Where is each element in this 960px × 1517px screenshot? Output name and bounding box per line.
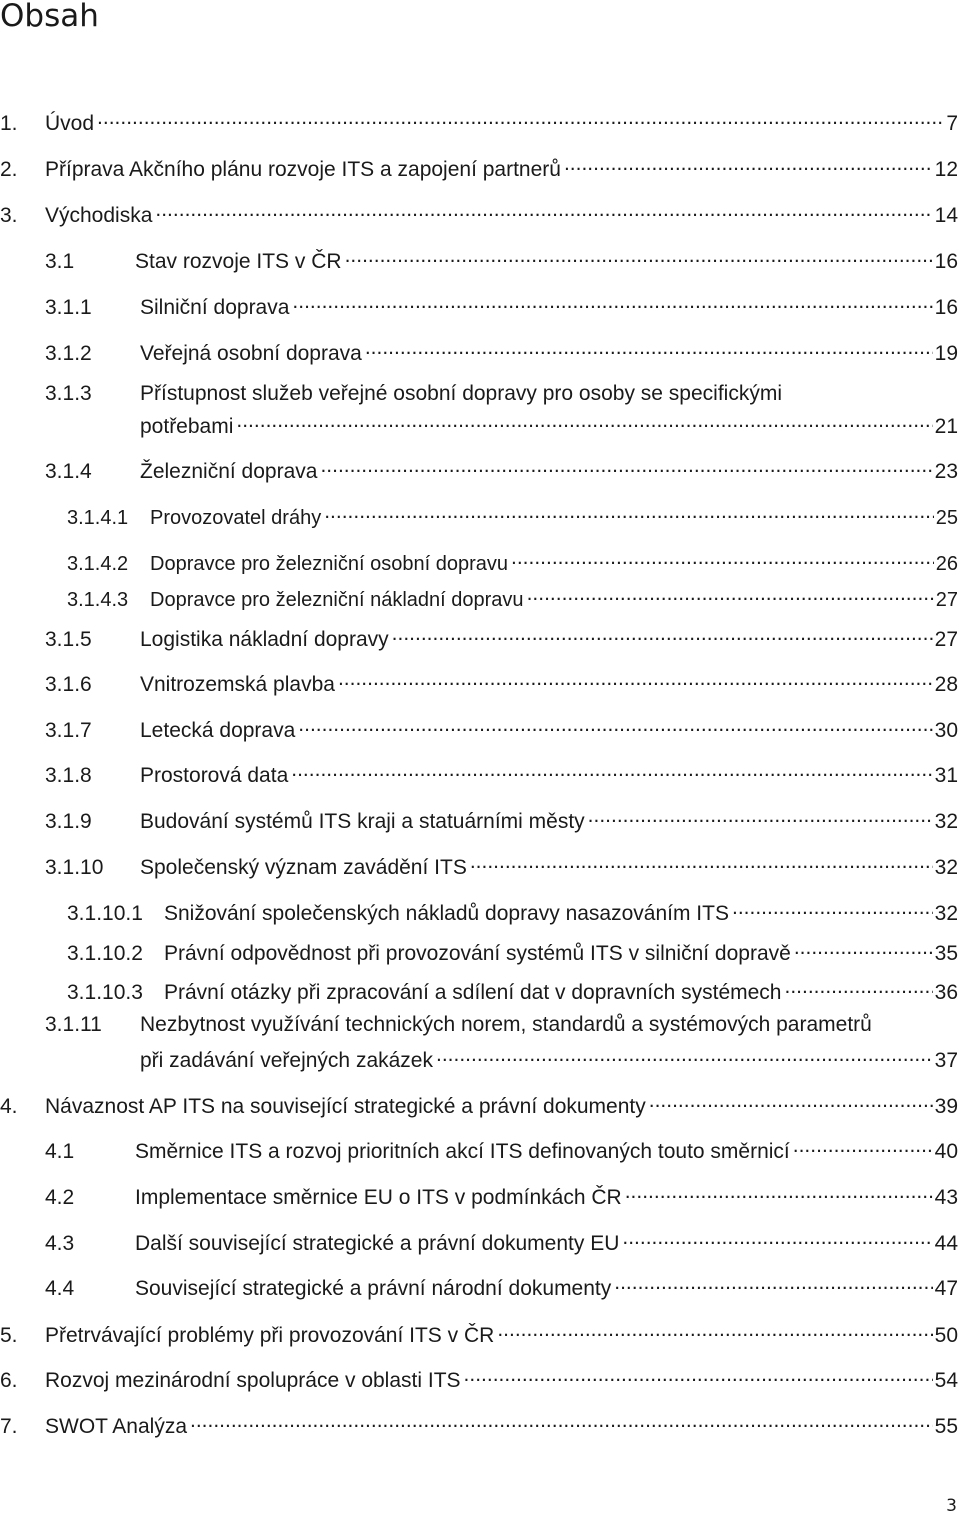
toc-entry-title: Implementace směrnice EU o ITS v podmínkách ČR bbox=[135, 1186, 622, 1209]
toc-entry-title: Přístupnost služeb veřejné osobní dopravy pro osoby se specifickými bbox=[140, 382, 782, 405]
toc-entry-number: 3.1 bbox=[45, 250, 75, 273]
toc-entry-page: 36 bbox=[934, 981, 958, 1004]
dot-leader bbox=[236, 409, 932, 433]
toc-entry[interactable] bbox=[45, 1226, 958, 1255]
toc-entry[interactable] bbox=[45, 713, 958, 742]
toc-entry[interactable] bbox=[67, 546, 958, 575]
toc-entry-title: Logistika nákladní dopravy bbox=[140, 628, 389, 651]
dot-leader bbox=[464, 1363, 933, 1387]
toc-entry-number: 3.1.4.1 bbox=[67, 507, 129, 529]
toc-entry-page: 27 bbox=[935, 589, 958, 611]
toc-entry-page: 28 bbox=[934, 673, 958, 696]
toc-entry-page: 55 bbox=[934, 1415, 958, 1438]
dot-leader bbox=[497, 1318, 932, 1342]
dot-leader bbox=[470, 850, 933, 874]
dot-leader bbox=[155, 198, 932, 222]
toc-entry-number: 3.1.2 bbox=[45, 342, 92, 365]
toc-entry-number: 3.1.10.3 bbox=[67, 981, 143, 1004]
toc-entry-number: 3.1.7 bbox=[45, 719, 92, 742]
toc-entry-page: 25 bbox=[935, 507, 958, 529]
toc-entry-number: 3.1.1 bbox=[45, 296, 92, 319]
toc-entry-page: 21 bbox=[934, 415, 958, 438]
dot-leader bbox=[436, 1043, 933, 1067]
toc-entry-title: Východiska bbox=[45, 204, 153, 227]
toc-entry-title: Nezbytnost využívání technických norem, standardů a systémových parametrů bbox=[140, 1013, 872, 1036]
toc-entry-title: Společenský význam zavádění ITS bbox=[140, 856, 467, 879]
dot-leader bbox=[345, 244, 933, 268]
toc-entry[interactable] bbox=[45, 336, 958, 365]
toc-entry-page: 40 bbox=[934, 1140, 958, 1163]
toc-entry-title: Další související strategické a právní dokumenty EU bbox=[135, 1232, 620, 1255]
toc-entry-number: 4.4 bbox=[45, 1277, 75, 1300]
toc-entry-page: 35 bbox=[934, 942, 958, 965]
dot-leader bbox=[588, 804, 933, 828]
toc-entry-number: 4. bbox=[0, 1095, 18, 1118]
toc-entry-page: 23 bbox=[934, 460, 958, 483]
toc-entry[interactable] bbox=[67, 936, 958, 965]
toc-entry[interactable] bbox=[0, 106, 958, 135]
toc-entry-title: Budování systémů ITS kraji a statuárními městy bbox=[140, 810, 585, 833]
toc-entry-title: Železniční doprava bbox=[140, 460, 318, 483]
toc-entry-title: Vnitrozemská plavba bbox=[140, 673, 335, 696]
toc-entry[interactable] bbox=[45, 382, 958, 406]
toc-entry-continuation[interactable] bbox=[140, 409, 958, 438]
toc-entry-number: 3.1.4.2 bbox=[67, 553, 129, 575]
toc-entry-title: Úvod bbox=[45, 112, 95, 135]
toc-entry[interactable] bbox=[0, 198, 958, 227]
toc-entry-number: 3. bbox=[0, 204, 18, 227]
toc-entry-title-continued: při zadávání veřejných zakázek bbox=[140, 1049, 433, 1072]
toc-entry-number: 3.1.3 bbox=[45, 382, 92, 405]
toc-entry[interactable] bbox=[67, 975, 958, 1004]
dot-leader bbox=[622, 1226, 932, 1250]
dot-leader bbox=[320, 454, 932, 478]
toc-entry-number: 4.1 bbox=[45, 1140, 75, 1163]
toc-entry-number: 6. bbox=[0, 1369, 18, 1392]
dot-leader bbox=[291, 758, 932, 782]
dot-leader bbox=[298, 713, 932, 737]
toc-entry-title: Příprava Akčního plánu rozvoje ITS a zapojení partnerů bbox=[45, 158, 561, 181]
toc-entry-page: 39 bbox=[934, 1095, 958, 1118]
toc-entry[interactable] bbox=[67, 896, 958, 925]
toc-entry-title: Návaznost AP ITS na související strategické a právní dokumenty bbox=[45, 1095, 646, 1118]
toc-entry[interactable] bbox=[45, 1180, 958, 1209]
toc-entry[interactable] bbox=[45, 850, 958, 879]
toc-entry-page: 43 bbox=[934, 1186, 958, 1209]
toc-entry[interactable] bbox=[45, 1134, 958, 1163]
toc-entry-title: Silniční doprava bbox=[140, 296, 290, 319]
dot-leader bbox=[564, 152, 933, 176]
toc-entry-title: Právní otázky při zpracování a sdílení dat v dopravních systémech bbox=[164, 981, 782, 1004]
toc-entry-page: 32 bbox=[934, 856, 958, 879]
toc-entry-title: Letecká doprava bbox=[140, 719, 296, 742]
dot-leader bbox=[649, 1089, 933, 1113]
toc-entry[interactable] bbox=[67, 500, 958, 529]
toc-entry[interactable] bbox=[0, 1363, 958, 1392]
toc-entry-page: 32 bbox=[934, 902, 958, 925]
toc-entry[interactable] bbox=[45, 290, 958, 319]
toc-entry-number: 3.1.11 bbox=[45, 1013, 102, 1036]
toc-entry-number: 3.1.10 bbox=[45, 856, 104, 879]
toc-entry-number: 5. bbox=[0, 1324, 18, 1347]
toc-entry[interactable] bbox=[45, 667, 958, 696]
toc-entry[interactable] bbox=[0, 1089, 958, 1118]
toc-entry-number: 3.1.6 bbox=[45, 673, 92, 696]
toc-entry-number: 3.1.4.3 bbox=[67, 589, 129, 611]
dot-leader bbox=[292, 290, 932, 314]
toc-entry-title: Veřejná osobní doprava bbox=[140, 342, 362, 365]
toc-entry-page: 16 bbox=[934, 250, 958, 273]
toc-entry-title: Související strategické a právní národní dokumenty bbox=[135, 1277, 612, 1300]
toc-entry-number: 3.1.4 bbox=[45, 460, 92, 483]
dot-leader bbox=[392, 622, 933, 646]
page-title: Obsah bbox=[0, 0, 99, 34]
toc-entry[interactable] bbox=[45, 1271, 958, 1300]
toc-entry-title: SWOT Analýza bbox=[45, 1415, 187, 1438]
toc-entry-number: 3.1.10.2 bbox=[67, 942, 143, 965]
toc-entry-number: 4.3 bbox=[45, 1232, 75, 1255]
toc-entry-page: 44 bbox=[934, 1232, 958, 1255]
toc-entry-page: 30 bbox=[934, 719, 958, 742]
toc-entry-page: 32 bbox=[934, 810, 958, 833]
toc-entry-page: 12 bbox=[934, 158, 958, 181]
toc-entry-page: 37 bbox=[934, 1049, 958, 1072]
toc-entry[interactable] bbox=[0, 1318, 958, 1347]
dot-leader bbox=[324, 500, 934, 524]
dot-leader bbox=[527, 582, 934, 606]
toc-entry-page: 26 bbox=[935, 553, 958, 575]
toc-entry-number: 4.2 bbox=[45, 1186, 75, 1209]
toc-entry[interactable] bbox=[45, 758, 958, 787]
toc-entry-title: Přetrvávající problémy při provozování ITS v ČR bbox=[45, 1324, 495, 1347]
toc-entry-number: 2. bbox=[0, 158, 18, 181]
toc-entry[interactable] bbox=[45, 244, 958, 273]
toc-entry-number: 3.1.10.1 bbox=[67, 902, 143, 925]
dot-leader bbox=[614, 1271, 932, 1295]
page-number: 3 bbox=[946, 1496, 957, 1516]
dot-leader bbox=[338, 667, 933, 691]
toc-entry[interactable] bbox=[45, 1013, 958, 1037]
toc-entry-page: 50 bbox=[934, 1324, 958, 1347]
toc-entry[interactable] bbox=[0, 1409, 958, 1438]
toc-entry-title: Právní odpovědnost při provozování systémů ITS v silniční dopravě bbox=[164, 942, 791, 965]
toc-entry-title: Stav rozvoje ITS v ČR bbox=[135, 250, 342, 273]
toc-entry-title: Směrnice ITS a rozvoj prioritních akcí ITS definovaných touto směrnicí bbox=[135, 1140, 790, 1163]
toc-entry-number: 3.1.5 bbox=[45, 628, 92, 651]
dot-leader bbox=[794, 936, 933, 960]
toc-entry-continuation[interactable] bbox=[140, 1043, 958, 1072]
toc-entry-page: 14 bbox=[934, 204, 958, 227]
dot-leader bbox=[190, 1409, 933, 1433]
toc-entry-page: 19 bbox=[934, 342, 958, 365]
toc-entry-number: 3.1.8 bbox=[45, 764, 92, 787]
toc-entry-page: 47 bbox=[934, 1277, 958, 1300]
toc-entry-number: 3.1.9 bbox=[45, 810, 92, 833]
dot-leader bbox=[732, 896, 933, 920]
toc-entry-title: Prostorová data bbox=[140, 764, 289, 787]
dot-leader bbox=[784, 975, 932, 999]
toc-entry-page: 54 bbox=[934, 1369, 958, 1392]
toc-entry-title-continued: potřebami bbox=[140, 415, 234, 438]
toc-entry-page: 27 bbox=[934, 628, 958, 651]
toc-entry-page: 16 bbox=[934, 296, 958, 319]
toc-entry-title: Rozvoj mezinárodní spolupráce v oblasti ITS bbox=[45, 1369, 461, 1392]
toc-entry-title: Provozovatel dráhy bbox=[150, 507, 322, 529]
toc-entry-page: 7 bbox=[946, 112, 958, 135]
toc-entry-title: Dopravce pro železniční osobní dopravu bbox=[150, 553, 508, 575]
dot-leader bbox=[511, 546, 934, 570]
toc-entry-title: Snižování společenských nákladů dopravy nasazováním ITS bbox=[164, 902, 729, 925]
dot-leader bbox=[365, 336, 933, 360]
toc-entry-title: Dopravce pro železniční nákladní dopravu bbox=[150, 589, 524, 611]
toc-entry-page: 31 bbox=[934, 764, 958, 787]
toc-entry[interactable] bbox=[45, 454, 958, 483]
toc-entry[interactable] bbox=[45, 804, 958, 833]
dot-leader bbox=[625, 1180, 933, 1204]
toc-entry[interactable] bbox=[67, 582, 958, 611]
toc-entry[interactable] bbox=[45, 622, 958, 651]
dot-leader bbox=[97, 106, 944, 130]
dot-leader bbox=[793, 1134, 933, 1158]
toc-entry[interactable] bbox=[0, 152, 958, 181]
toc-entry-number: 1. bbox=[0, 112, 18, 135]
toc-entry-number: 7. bbox=[0, 1415, 18, 1438]
